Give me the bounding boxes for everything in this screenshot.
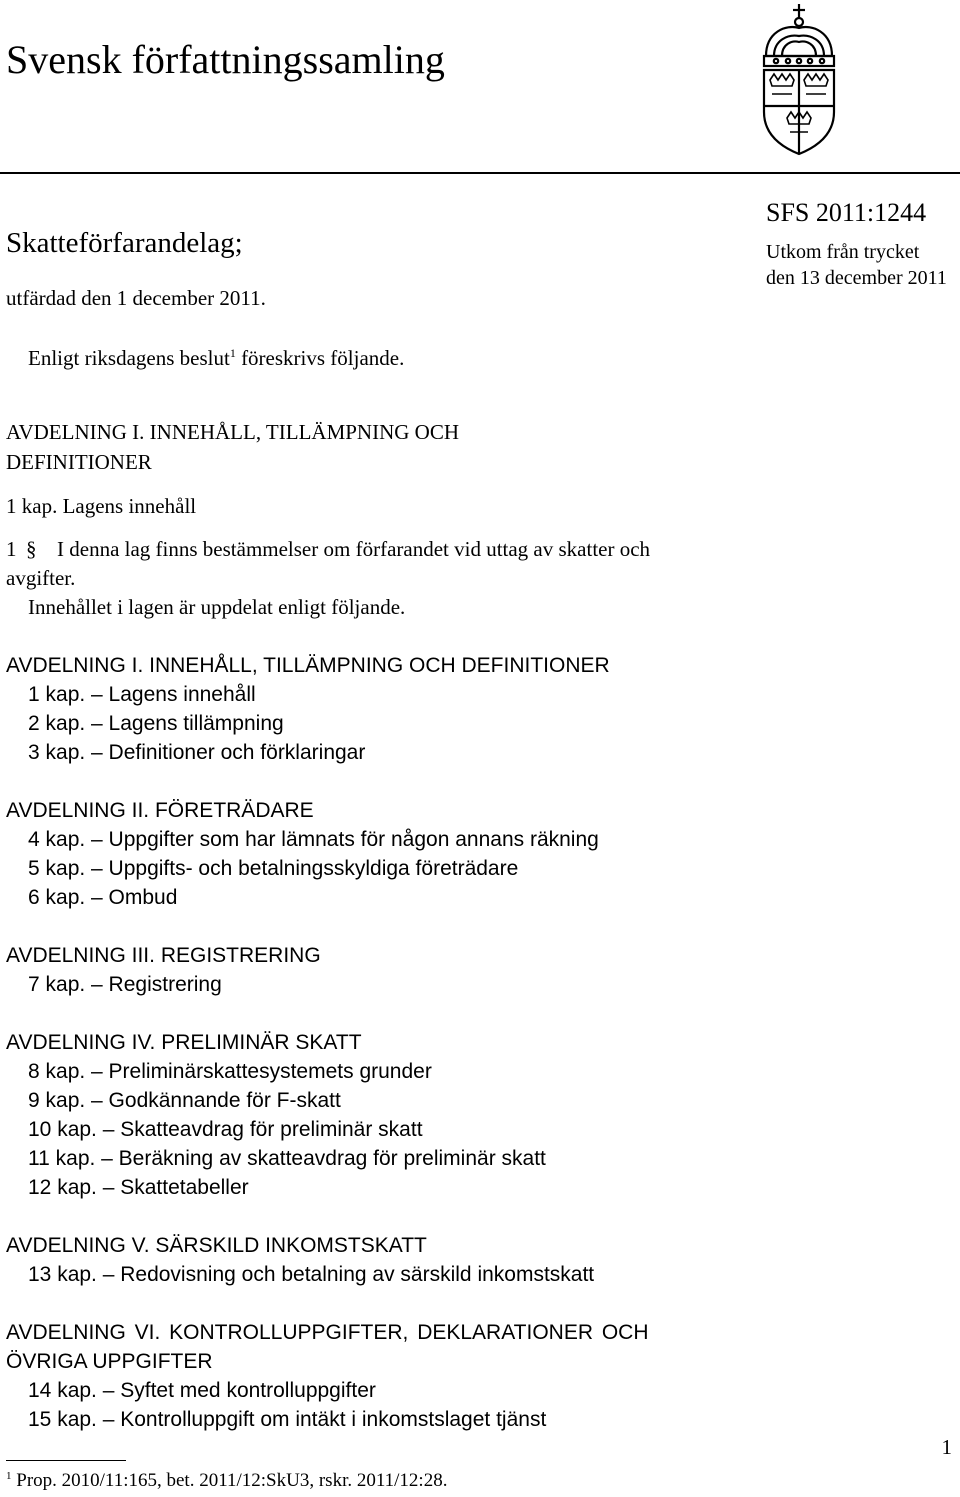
toc-division-6-line-1: AVDELNING VI. KONTROLLUPPGIFTER, DEKLARATIONER OCH xyxy=(6,1321,649,1344)
toc-chapter-11: 11 kap. – Beräkning av skatteavdrag för preliminär skatt xyxy=(28,1147,546,1170)
section-text-line-2: avgifter. xyxy=(6,566,76,590)
section-text-line-1: I denna lag finns bestämmelser om förfarandet vid uttag av skatter och xyxy=(57,537,651,561)
toc-chapter-5: 5 kap. – Uppgifts- och betalningsskyldiga företrädare xyxy=(28,857,519,880)
footnote xyxy=(6,1469,447,1493)
toc-chapter-6: 6 kap. – Ombud xyxy=(28,886,178,909)
toc-division-6-line-2: ÖVRIGA UPPGIFTER xyxy=(6,1350,213,1373)
intro-sentence xyxy=(28,344,404,373)
published-line-2: den 13 december 2011 xyxy=(766,267,947,289)
toc-chapter-12: 12 kap. – Skattetabeller xyxy=(28,1176,249,1199)
header-rule xyxy=(0,172,960,174)
division-heading-line-1: AVDELNING I. INNEHÅLL, TILLÄMPNING OCH xyxy=(6,420,460,444)
intro-text-end: föreskrivs följande. xyxy=(235,346,405,370)
toc-chapter-3: 3 kap. – Definitioner och förklaringar xyxy=(28,741,366,764)
section-text-line-3: Innehållet i lagen är uppdelat enligt följande. xyxy=(28,595,406,619)
sfs-number: SFS 2011:1244 xyxy=(766,198,927,227)
toc-chapter-4: 4 kap. – Uppgifter som har lämnats för någon annans räkning xyxy=(28,828,599,851)
toc-chapter-13: 13 kap. – Redovisning och betalning av särskild inkomstskatt xyxy=(28,1263,595,1286)
chapter-heading: 1 kap. Lagens innehåll xyxy=(6,494,197,518)
toc-chapter-10: 10 kap. – Skatteavdrag för preliminär skatt xyxy=(28,1118,423,1141)
publication-title: Svensk författningssamling xyxy=(6,37,445,82)
toc-chapter-7: 7 kap. – Registrering xyxy=(28,973,222,996)
toc-division-2: AVDELNING II. FÖRETRÄDARE xyxy=(6,799,314,822)
division-heading-line-2: DEFINITIONER xyxy=(6,450,152,474)
toc-division-1: AVDELNING I. INNEHÅLL, TILLÄMPNING OCH DEFINITIONER xyxy=(6,654,610,677)
issued-date: utfärdad den 1 december 2011. xyxy=(6,286,266,310)
toc-division-5: AVDELNING V. SÄRSKILD INKOMSTSKATT xyxy=(6,1234,427,1257)
toc-chapter-9: 9 kap. – Godkännande för F-skatt xyxy=(28,1089,341,1112)
footnote-rule xyxy=(6,1460,126,1461)
section-number: 1 xyxy=(6,537,17,561)
section-symbol: § xyxy=(26,537,37,561)
toc-chapter-15: 15 kap. – Kontrolluppgift om intäkt i inkomstslaget tjänst xyxy=(28,1408,547,1431)
toc-chapter-1: 1 kap. – Lagens innehåll xyxy=(28,683,256,706)
footnote-reference[interactable]: 1 xyxy=(229,346,236,360)
intro-text: Enligt riksdagens beslut xyxy=(28,346,230,370)
coat-of-arms-logo xyxy=(752,2,846,156)
toc-chapter-14: 14 kap. – Syftet med kontrolluppgifter xyxy=(28,1379,376,1402)
footnote-text: Prop. 2010/11:165, bet. 2011/12:SkU3, rskr. 2011/12:28. xyxy=(11,1470,448,1491)
footnote-marker: 1 xyxy=(6,1470,12,1482)
toc-division-4: AVDELNING IV. PRELIMINÄR SKATT xyxy=(6,1031,362,1054)
toc-chapter-8: 8 kap. – Preliminärskattesystemets grunder xyxy=(28,1060,432,1083)
published-line-1: Utkom från trycket xyxy=(766,241,920,263)
toc-division-3: AVDELNING III. REGISTRERING xyxy=(6,944,321,967)
toc-chapter-2: 2 kap. – Lagens tillämpning xyxy=(28,712,284,735)
page-number: 1 xyxy=(941,1435,952,1459)
law-title: Skatteförfarandelag; xyxy=(6,227,243,259)
